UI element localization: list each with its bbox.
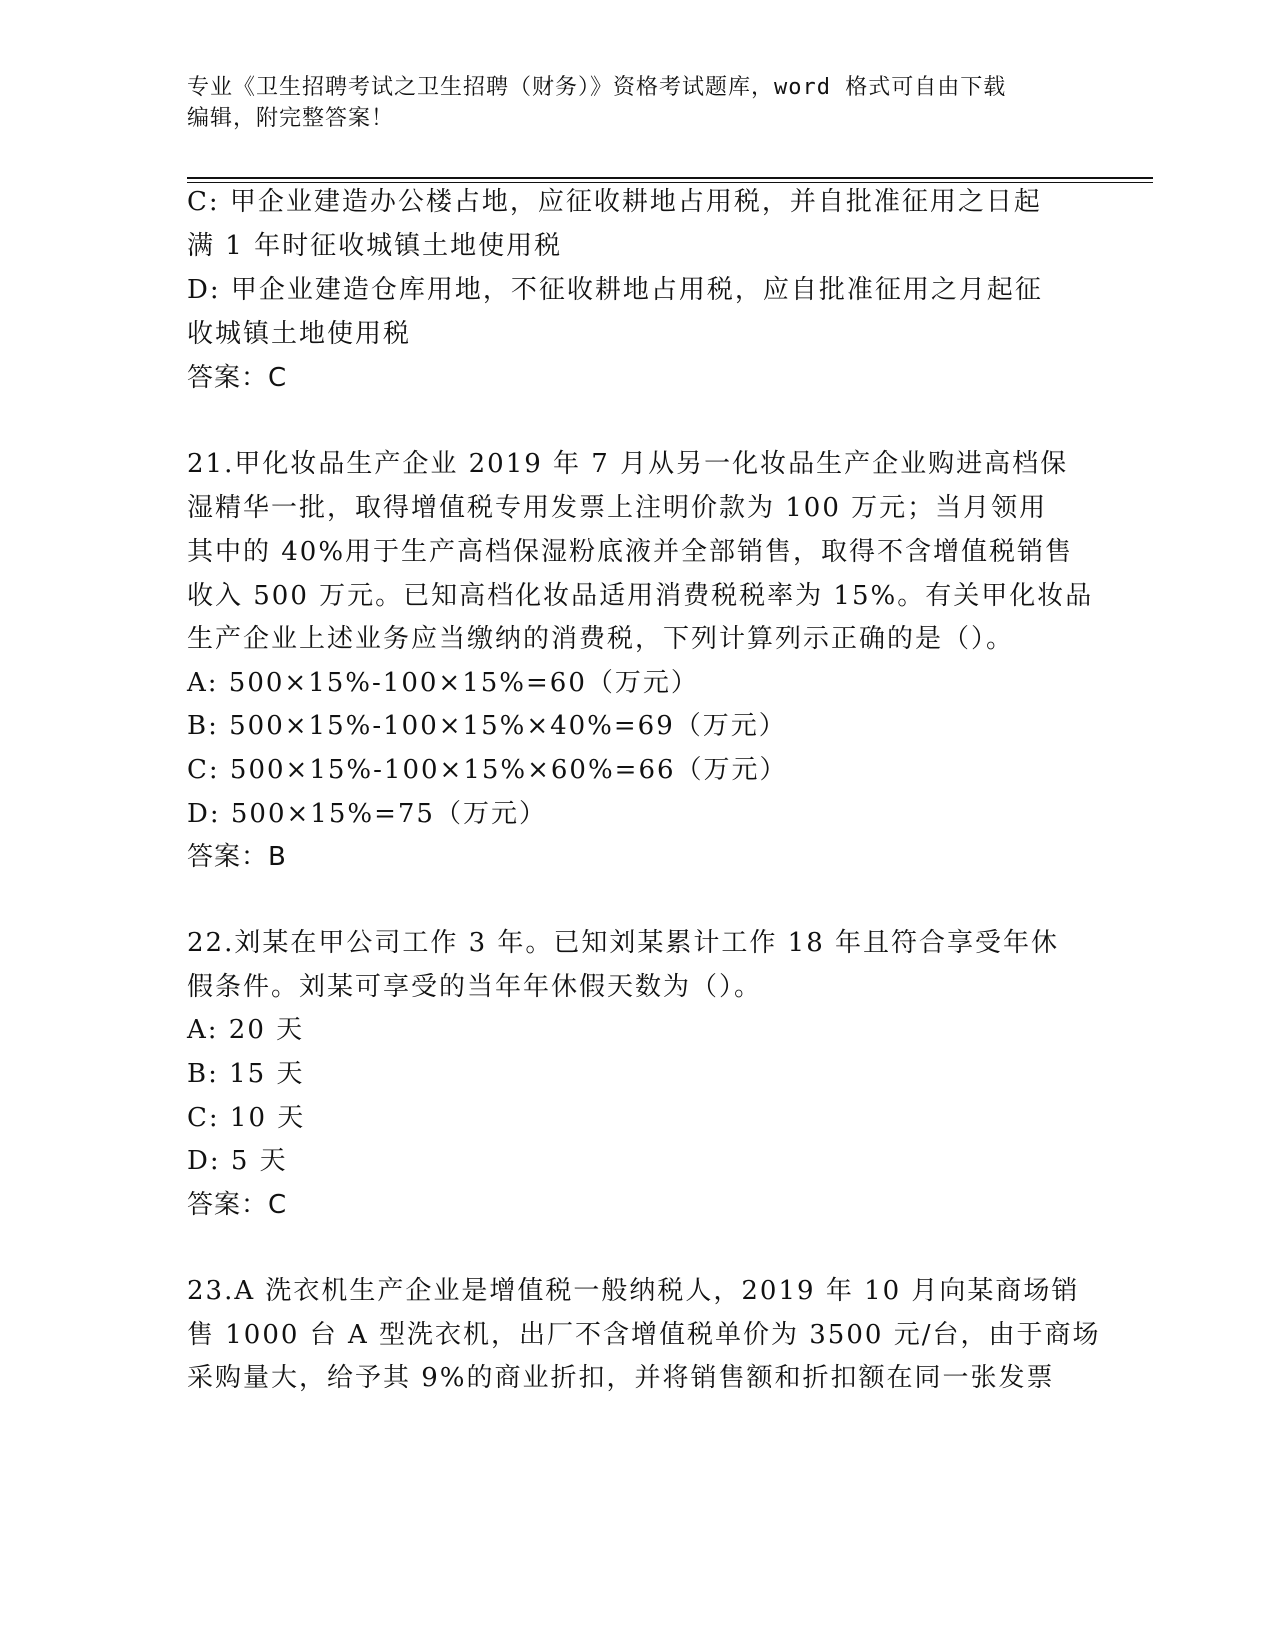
q21-option-b: B: 500×15%-100×15%×40%=69（万元） <box>187 711 787 741</box>
prev-option-d-line-2: 收城镇土地使用税 <box>187 319 412 349</box>
q22-stem-line-1: 22.刘某在甲公司工作 3 年。已知刘某累计工作 18 年且符合享受年休 <box>187 928 1060 958</box>
q23-stem-line-2: 售 1000 台 A 型洗衣机，出厂不含增值税单价为 3500 元/台，由于商场 <box>187 1320 1101 1350</box>
header-divider-thick <box>187 177 1153 179</box>
q21-stem-line-5: 生产企业上述业务应当缴纳的消费税，下列计算列示正确的是（）。 <box>187 624 1015 654</box>
header-line-2: 编辑，附完整答案！ <box>187 106 395 131</box>
q22-answer: 答案：C <box>187 1190 288 1220</box>
q22-option-b: B: 15 天 <box>187 1059 305 1089</box>
q22-option-a: A: 20 天 <box>187 1015 305 1045</box>
prev-answer: 答案：C <box>187 363 288 393</box>
q23-stem-line-3: 采购量大，给予其 9%的商业折扣，并将销售额和折扣额在同一张发票 <box>187 1363 1055 1393</box>
prev-option-c-line-2: 满 1 年时征收城镇土地使用税 <box>187 231 563 261</box>
q21-option-a: A: 500×15%-100×15%=60（万元） <box>187 668 699 698</box>
q21-stem-line-3: 其中的 40%用于生产高档保湿粉底液并全部销售，取得不含增值税销售 <box>187 537 1074 567</box>
q21-stem-line-2: 湿精华一批，取得增值税专用发票上注明价款为 100 万元；当月领用 <box>187 493 1048 523</box>
q22-option-d: D: 5 天 <box>187 1146 288 1176</box>
q21-option-d: D: 500×15%=75（万元） <box>187 799 547 829</box>
q21-stem-line-1: 21.甲化妆品生产企业 2019 年 7 月从另一化妆品生产企业购进高档保 <box>187 449 1069 479</box>
q22-option-c: C: 10 天 <box>187 1103 306 1133</box>
header-line-1: 专业《卫生招聘考试之卫生招聘（财务）》资格考试题库，word 格式可自由下载 <box>187 75 1007 100</box>
prev-option-c-line-1: C: 甲企业建造办公楼占地，应征收耕地占用税，并自批准征用之日起 <box>187 187 1042 217</box>
header-divider-thin <box>187 182 1153 183</box>
document-header <box>187 72 1087 134</box>
q22-stem-line-2: 假条件。刘某可享受的当年年休假天数为（）。 <box>187 972 763 1002</box>
q21-answer: 答案：B <box>187 842 287 872</box>
q21-stem-line-4: 收入 500 万元。已知高档化妆品适用消费税税率为 15%。有关甲化妆品 <box>187 581 1094 611</box>
q23-stem-line-1: 23.A 洗衣机生产企业是增值税一般纳税人，2019 年 10 月向某商场销 <box>187 1276 1080 1306</box>
prev-option-d-line-1: D: 甲企业建造仓库用地，不征收耕地占用税，应自批准征用之月起征 <box>187 275 1043 305</box>
q21-option-c: C: 500×15%-100×15%×60%=66（万元） <box>187 755 788 785</box>
